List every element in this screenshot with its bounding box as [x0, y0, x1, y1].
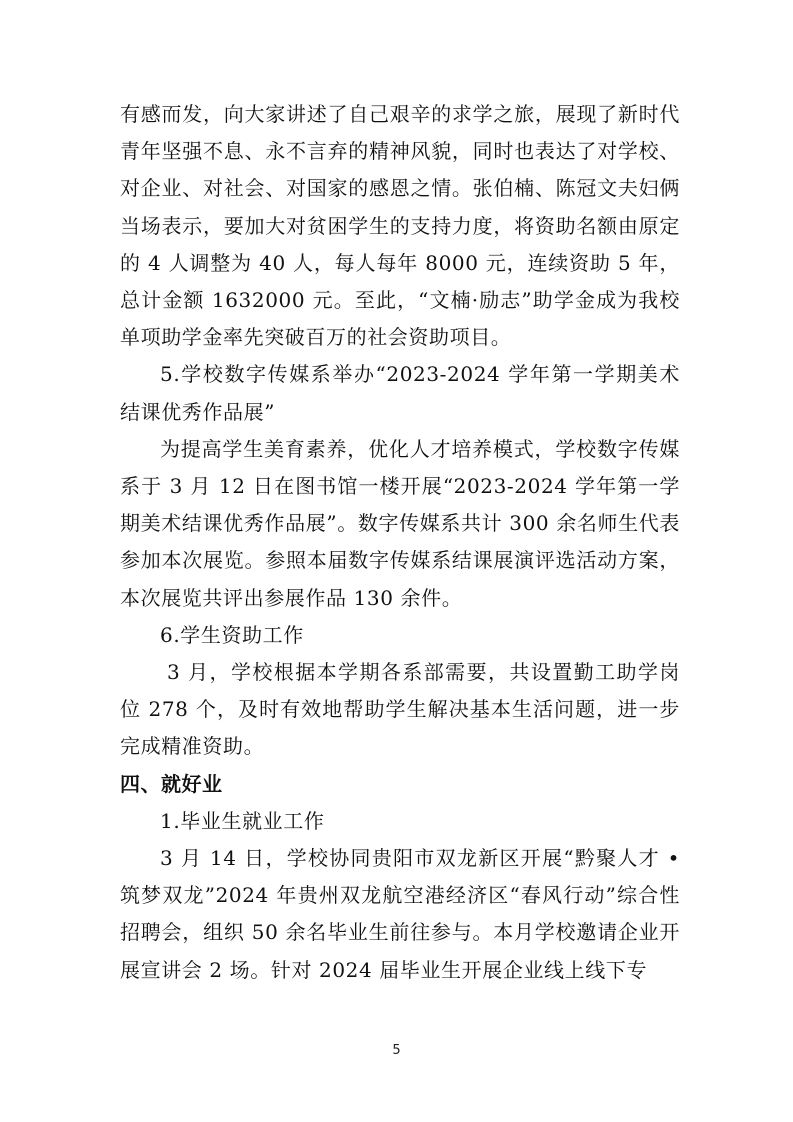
item5-body: 为提高学生美育素养，优化人才培养模式，学校数字传媒系于 3 月 12 日在图书馆一楼开展“2023-2024 学年第一学期美术结课优秀作品展”。数字传媒系共计 300 余名师生代表参加本次展览。参照本届数字传媒系结课展演评选活动方案，本次展览共评出参展作品 130 余件。 — [120, 436, 680, 610]
subsection-title-graduate-employment: 1.毕业生就业工作 — [160, 808, 325, 833]
page-content — [120, 96, 680, 989]
page-number: 5 — [392, 1043, 401, 1058]
section-heading-employment: 四、就好业 — [120, 771, 223, 796]
item6-body: 3 月，学校根据本学期各系部需要，共设置勤工助学岗位 278 个，及时有效地帮助学生解决基本生活问题，进一步完成精准资助。 — [120, 660, 680, 759]
item5-title: 5.学校数字传媒系举办“2023-2024 学年第一学期美术结课优秀作品展” — [120, 362, 680, 424]
item6-title: 6.学生资助工作 — [160, 622, 304, 647]
paragraph-continued: 有感而发，向大家讲述了自己艰辛的求学之旅，展现了新时代青年坚强不息、永不言弃的精神风貌，同时也表达了对学校、对企业、对社会、对国家的感恩之情。张伯楠、陈冠文夫妇俩当场表示，要加大对贫困学生的支持力度，将资助名额由原定的 4 人调整为 40 人，每人每年 8000 元，连续资助 5 年，总计金额 1632000 元。至此，“文楠·励志”助学金成为我校单项助学金率先突破百万的社会资助项目。 — [120, 102, 680, 350]
subsection-body-graduate-employment: 3 月 14 日，学校协同贵阳市双龙新区开展“黔聚人才 •筑梦双龙”2024 年贵州双龙航空港经济区“春风行动”综合性招聘会，组织 50 余名毕业生前往参与。本月学校邀请企业开展宣讲会 2 场。针对 2024 届毕业生开展企业线上线下专 — [120, 846, 680, 982]
